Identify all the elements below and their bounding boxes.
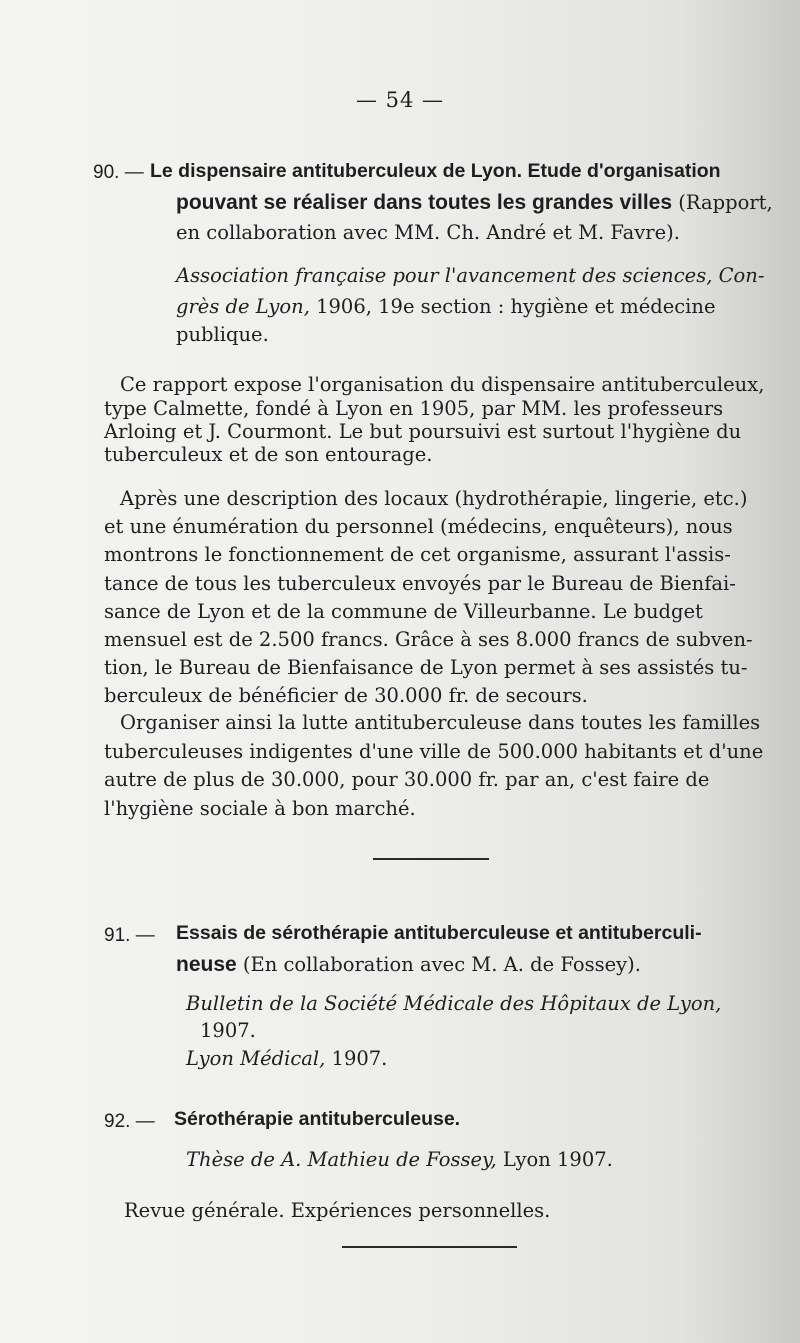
entry-91-collaboration: (En collaboration avec M. A. de Fossey). [242, 953, 641, 976]
text-line: montrons le fonctionnement de cet organisme, assurant l'assis- [104, 543, 731, 567]
text-line: type Calmette, fondé à Lyon en 1905, par MM. les professeurs [104, 397, 724, 420]
text-line: tance de tous les tuberculeux envoyés par le Bureau de Bienfai- [104, 571, 736, 595]
section-divider [373, 858, 489, 860]
entry-90-paragraph-1 [104, 373, 765, 466]
entry-92-summary: Revue générale. Expériences personnelles. [124, 1199, 551, 1222]
entry-90-source-line-1: Association française pour l'avancement des sciences, Con- [176, 264, 765, 287]
entry-91-title-line-2: neuse [176, 953, 237, 976]
entry-90-source-line-3: publique. [176, 323, 269, 346]
entry-90-collaboration: en collaboration avec MM. Ch. André et M. Favre). [176, 221, 680, 244]
text-line: Ce rapport expose l'organisation du dispensaire antituberculeux, [120, 373, 765, 396]
text-line: tuberculeux et de son entourage. [104, 443, 433, 466]
entry-91-title-line-1: Essais de sérothérapie antituberculeuse et antituberculi- [176, 922, 702, 944]
text-line: et une énumération du personnel (médecins, enquêteurs), nous [104, 515, 733, 539]
text-line: autre de plus de 30.000, pour 30.000 fr. par an, c'est faire de [104, 768, 710, 791]
text-line: Après une description des locaux (hydrothérapie, lingerie, etc.) [120, 487, 748, 510]
text-line: Organiser ainsi la lutte antituberculeuse dans toutes les familles [120, 711, 761, 734]
entry-90-number: 90. — [93, 162, 144, 183]
entry-92-title: Sérothérapie antituberculeuse. [174, 1108, 461, 1130]
text-line: sance de Lyon et de la commune de Villeurbanne. Le budget [104, 599, 703, 623]
entry-90-title-line-2: pouvant se réaliser dans toutes les grandes villes [176, 191, 673, 214]
entry-90-source-line-2: 1906, 19e section : hygiène et médecine [316, 295, 716, 318]
text-line: berculeux de bénéficier de 30.000 fr. de secours. [104, 684, 588, 708]
text-line: Arloing et J. Courmont. Le but poursuivi est surtout l'hygiène du [104, 420, 742, 443]
entry-91-source-1-year: 1907. [200, 1019, 256, 1042]
entry-92-source-place: Lyon 1907. [502, 1148, 613, 1171]
entry-92-source: Thèse de A. Mathieu de Fossey, [186, 1148, 497, 1171]
entry-90-paragraph-3 [104, 709, 764, 823]
text-line: mensuel est de 2.500 francs. Grâce à ses 8.000 francs de subven- [104, 628, 753, 652]
entry-91-number: 91. — [104, 925, 155, 946]
entry-90-source-line-2-italic: grès de Lyon, [176, 295, 310, 318]
entry-91-source-2-year: 1907. [331, 1047, 388, 1070]
entry-90-paragraph-2 [104, 485, 756, 711]
entry-90-collab-start: (Rapport, [678, 191, 773, 214]
closing-divider [342, 1246, 517, 1248]
text-line: l'hygiène sociale à bon marché. [104, 796, 416, 820]
entry-90-title-line-1: Le dispensaire antituberculeux de Lyon. Etude d'organisation [150, 160, 721, 182]
text-line: tion, le Bureau de Bienfaisance de Lyon permet à ses assistés tu- [104, 656, 748, 680]
entry-92-number: 92. — [104, 1111, 155, 1132]
entry-91-source-2: Lyon Médical, [186, 1047, 326, 1070]
page-number: — 54 — [355, 88, 445, 112]
text-line: tuberculeuses indigentes d'une ville de 500.000 habitants et d'une [104, 739, 764, 763]
entry-91-source-1: Bulletin de la Société Médicale des Hôpitaux de Lyon, [186, 992, 722, 1015]
